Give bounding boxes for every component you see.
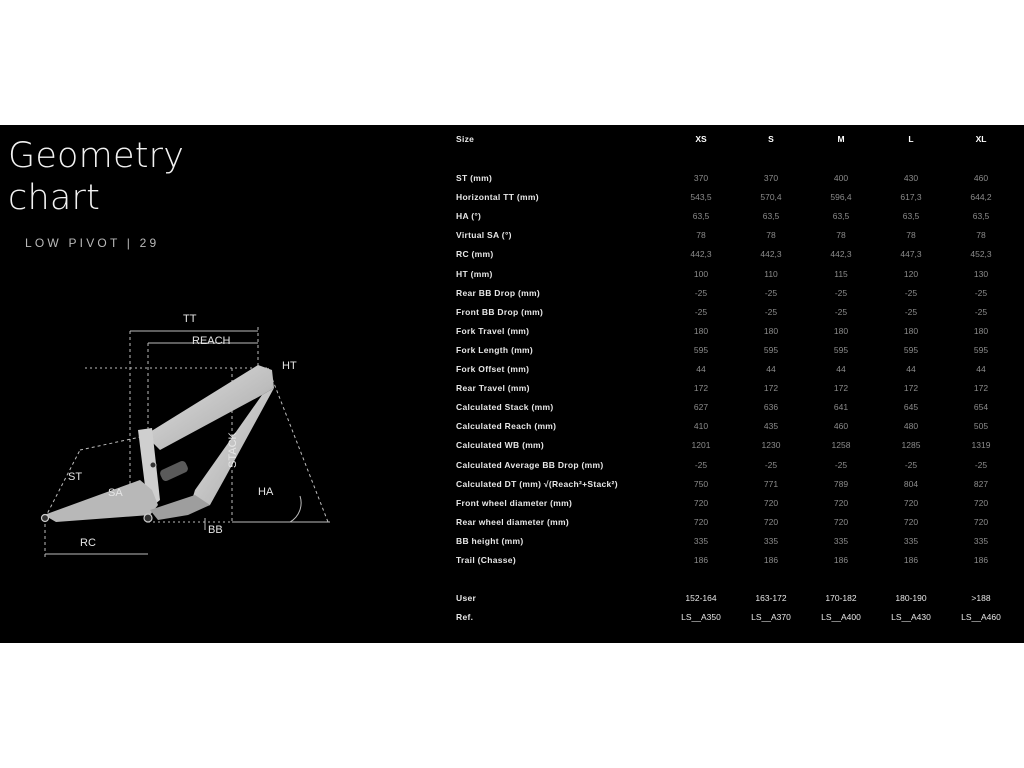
cell-m: 596,4 [830, 192, 852, 203]
cell-xl: 654 [973, 402, 989, 413]
cell-xs: 442,3 [690, 249, 712, 260]
cell-xl: XL [975, 134, 987, 144]
row-label: RC (mm) [456, 249, 494, 260]
row-label: Fork Offset (mm) [456, 364, 530, 374]
cell-m: 460 [833, 421, 849, 432]
cell-s: 720 [763, 516, 779, 527]
cell-s: 163-172 [755, 593, 787, 603]
cell-xl: 180 [973, 325, 989, 336]
cell-xl: 63,5 [972, 211, 990, 222]
table-row [0, 533, 1024, 549]
cell-s: 63,5 [762, 211, 780, 222]
cell-xl: 827 [973, 478, 989, 489]
cell-xs: 100 [693, 268, 709, 279]
cell-l: 1285 [901, 440, 921, 451]
cell-m: 335 [833, 535, 849, 546]
table-row [0, 208, 1024, 224]
cell-l: 430 [903, 173, 919, 183]
table-row [0, 189, 1024, 205]
cell-m: 170-182 [825, 593, 857, 603]
cell-l: 447,3 [900, 249, 922, 260]
cell-m: 641 [833, 402, 849, 413]
cell-s: S [768, 134, 774, 144]
cell-s: 186 [763, 555, 779, 565]
cell-xl: -25 [974, 306, 988, 317]
cell-s: 636 [763, 402, 779, 413]
cell-l: 180-190 [895, 593, 927, 603]
cell-xl: 78 [976, 230, 986, 241]
cell-xs: 720 [693, 497, 709, 508]
cell-m: 180 [833, 325, 849, 336]
cell-l: 595 [903, 344, 919, 355]
cell-l: 617,3 [900, 192, 922, 203]
cell-l: 804 [903, 478, 919, 489]
table-row [0, 514, 1024, 530]
cell-s: 110 [764, 268, 778, 279]
cell-m: 789 [833, 478, 849, 489]
row-label: Fork Travel (mm) [456, 325, 530, 336]
cell-xl: 186 [973, 555, 989, 565]
bb-label: BB [208, 524, 223, 536]
cell-m: 595 [833, 344, 849, 355]
cell-xs: 180 [693, 325, 709, 336]
st-label: ST [68, 471, 83, 483]
table-row [0, 342, 1024, 358]
reach-label: REACH [192, 335, 231, 347]
cell-xl: -25 [974, 459, 988, 470]
cell-s: 720 [763, 497, 779, 508]
cell-l: -25 [904, 459, 918, 470]
cell-m: 442,3 [830, 249, 852, 260]
cell-xl: 172 [973, 383, 989, 394]
cell-xs: 172 [693, 383, 709, 394]
table-row [0, 323, 1024, 339]
table-row [0, 418, 1024, 434]
cell-xs: 720 [693, 516, 709, 527]
table-row [0, 552, 1024, 568]
cell-xs: 750 [693, 478, 709, 489]
stack-label: STACK [227, 432, 239, 468]
table-row [0, 266, 1024, 282]
cell-xs: 1201 [691, 440, 711, 451]
cell-xs: 627 [693, 402, 709, 413]
title-line-1: Geometry [8, 136, 185, 176]
row-label: User [456, 593, 477, 603]
row-label: Rear BB Drop (mm) [456, 287, 540, 298]
table-row [0, 227, 1024, 243]
cell-l: 44 [906, 364, 916, 374]
cell-m: 720 [833, 516, 849, 527]
cell-m: 1258 [831, 440, 851, 451]
cell-xl: 644,2 [970, 192, 992, 203]
cell-s: 442,3 [760, 249, 782, 260]
row-label: HT (mm) [456, 268, 493, 279]
rc-label: RC [80, 537, 96, 549]
cell-s: 595 [763, 344, 779, 355]
cell-m: LS__A400 [821, 612, 861, 622]
row-label: Calculated WB (mm) [456, 440, 545, 451]
cell-xl: 130 [973, 268, 989, 279]
cell-s: 44 [766, 364, 776, 374]
cell-m: -25 [834, 287, 848, 298]
title-line-2: chart [8, 178, 100, 218]
cell-s: 1230 [761, 440, 781, 451]
row-label: Front BB Drop (mm) [456, 306, 544, 317]
cell-xs: 335 [693, 535, 709, 546]
cell-xl: 452,3 [970, 249, 992, 260]
row-label: Front wheel diameter (mm) [456, 497, 573, 508]
cell-l: 720 [903, 497, 919, 508]
table-row-user [0, 590, 1024, 606]
row-label: Rear wheel diameter (mm) [456, 516, 570, 527]
cell-m: 400 [833, 173, 849, 183]
tt-label: TT [183, 313, 197, 325]
cell-xs: LS__A350 [681, 612, 721, 622]
cell-m: 115 [834, 268, 848, 279]
cell-m: 63,5 [832, 211, 850, 222]
cell-xs: -25 [694, 287, 708, 298]
cell-xl: 720 [973, 516, 989, 527]
cell-l: 480 [903, 421, 919, 432]
table-row [0, 304, 1024, 320]
row-label: Calculated DT (mm) √(Reach²+Stack²) [456, 478, 618, 489]
row-label: Horizontal TT (mm) [456, 192, 539, 203]
cell-s: 570,4 [760, 192, 782, 203]
row-label: Trail (Chasse) [456, 555, 516, 565]
cell-l: 180 [903, 325, 919, 336]
cell-xl: 1319 [971, 440, 991, 451]
cell-l: 720 [903, 516, 919, 527]
cell-xs: 44 [696, 364, 706, 374]
table-row [0, 170, 1024, 186]
cell-s: 335 [763, 535, 779, 546]
cell-l: -25 [904, 306, 918, 317]
cell-l: -25 [904, 287, 918, 298]
table-row-ref [0, 609, 1024, 625]
cell-xl: -25 [974, 287, 988, 298]
cell-s: 172 [763, 383, 779, 394]
cell-s: LS__A370 [751, 612, 791, 622]
cell-xs: XS [695, 134, 707, 144]
cell-xl: 335 [973, 535, 989, 546]
row-label: Fork Length (mm) [456, 344, 534, 355]
cell-s: -25 [764, 459, 778, 470]
cell-s: 370 [763, 173, 779, 183]
ha-label: HA [258, 486, 274, 498]
cell-l: 120 [903, 268, 919, 279]
row-label: HA (°) [456, 211, 482, 222]
cell-l: 645 [903, 402, 919, 413]
model-subtitle: LOW PIVOT | 29 [25, 236, 160, 250]
table-row [0, 380, 1024, 396]
row-label: Virtual SA (°) [456, 230, 512, 241]
cell-l: 78 [906, 230, 916, 241]
table-row [0, 399, 1024, 415]
cell-s: 180 [763, 325, 779, 336]
cell-xs: 595 [693, 344, 709, 355]
cell-m: -25 [834, 306, 848, 317]
cell-s: -25 [764, 306, 778, 317]
row-label: Calculated Stack (mm) [456, 402, 554, 413]
table-row [0, 495, 1024, 511]
cell-xl: 505 [973, 421, 989, 432]
table-row [0, 361, 1024, 377]
cell-l: 63,5 [902, 211, 920, 222]
row-label: Rear Travel (mm) [456, 383, 530, 394]
cell-xs: 543,5 [690, 192, 712, 203]
cell-s: 78 [766, 230, 776, 241]
row-label: BB height (mm) [456, 535, 524, 546]
cell-l: 335 [903, 535, 919, 546]
cell-xs: 63,5 [692, 211, 710, 222]
cell-m: 172 [833, 383, 849, 394]
sa-label: SA [108, 487, 123, 499]
row-label: ST (mm) [456, 173, 493, 183]
row-label: Ref. [456, 612, 474, 622]
cell-xs: 370 [693, 173, 709, 183]
geometry-panel [0, 125, 1024, 643]
cell-xl: 44 [976, 364, 986, 374]
cell-l: L [908, 134, 914, 144]
cell-l: LS__A430 [891, 612, 931, 622]
cell-l: 172 [903, 383, 919, 394]
cell-l: 186 [903, 555, 919, 565]
ht-label: HT [282, 360, 297, 372]
cell-m: 78 [836, 230, 846, 241]
cell-xs: 186 [693, 555, 709, 565]
row-label: Calculated Average BB Drop (mm) [456, 459, 604, 470]
cell-s: 771 [763, 478, 779, 489]
cell-xl: 460 [973, 173, 989, 183]
cell-xl: >188 [971, 593, 991, 603]
cell-xs: 152-164 [685, 593, 717, 603]
row-label: Size [456, 134, 475, 144]
cell-m: M [837, 134, 845, 144]
table-row [0, 476, 1024, 492]
cell-xl: 720 [973, 497, 989, 508]
cell-m: 720 [833, 497, 849, 508]
cell-m: -25 [834, 459, 848, 470]
cell-s: -25 [764, 287, 778, 298]
cell-m: 186 [833, 555, 849, 565]
cell-m: 44 [836, 364, 846, 374]
cell-xl: LS__A460 [961, 612, 1001, 622]
table-header-row [0, 131, 1024, 147]
cell-xl: 595 [973, 344, 989, 355]
table-row [0, 285, 1024, 301]
cell-s: 435 [763, 421, 779, 432]
table-row [0, 246, 1024, 262]
row-label: Calculated Reach (mm) [456, 421, 557, 432]
cell-xs: -25 [694, 459, 708, 470]
cell-xs: -25 [694, 306, 708, 317]
table-row [0, 437, 1024, 453]
table-row [0, 457, 1024, 473]
cell-xs: 78 [696, 230, 706, 241]
cell-xs: 410 [693, 421, 709, 432]
